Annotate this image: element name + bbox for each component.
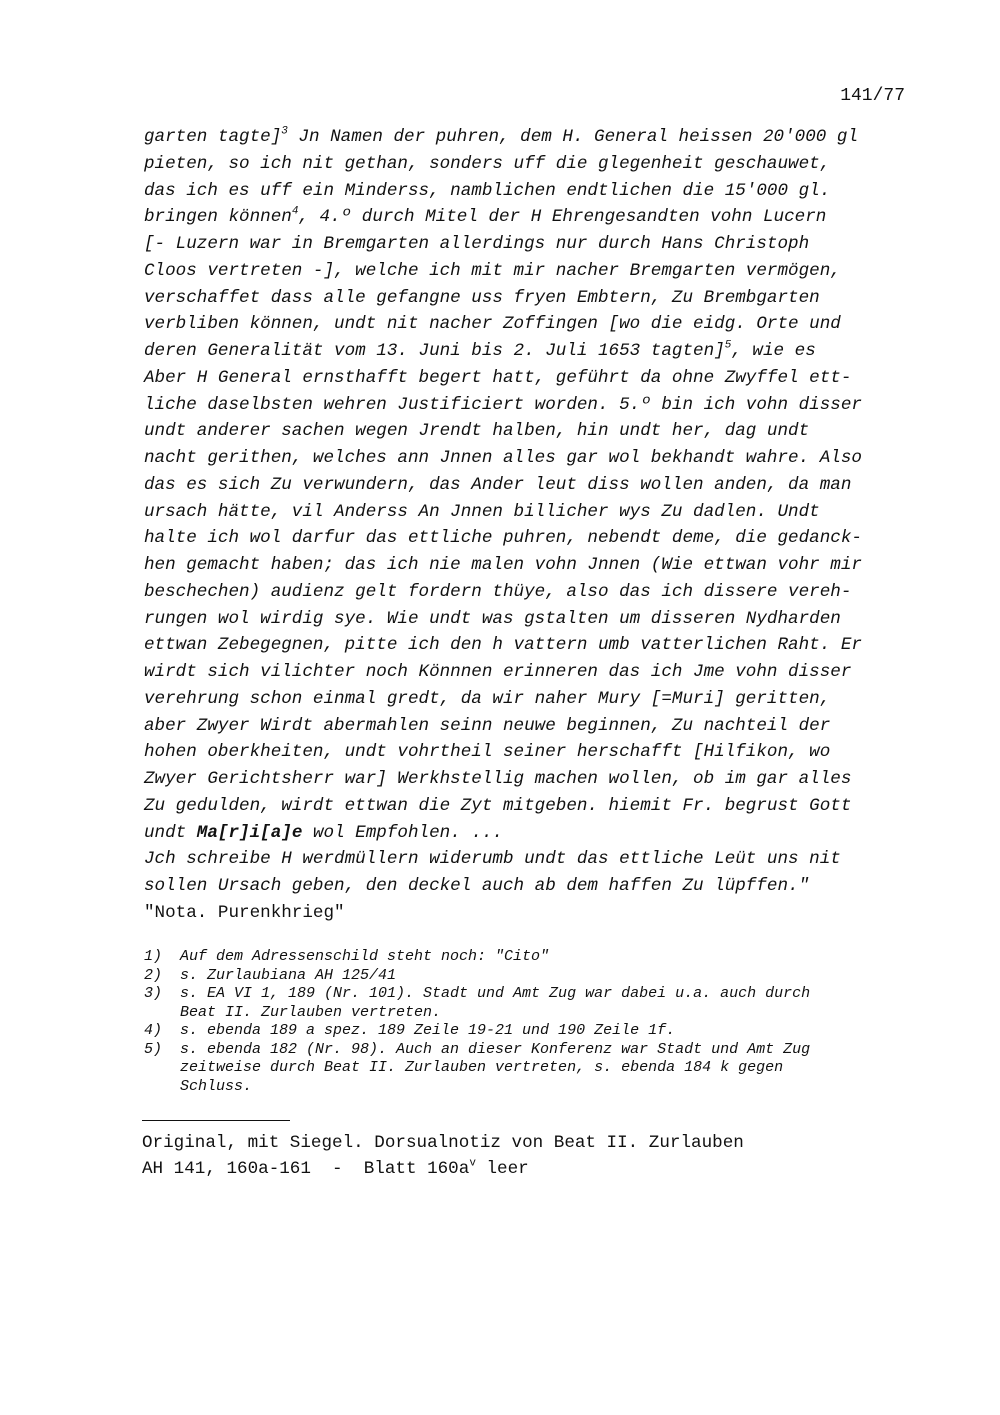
- text-line: bringen können$^4$, 4.º durch Mitel der H Ehrengesandten vohn Lucern: [144, 205, 827, 228]
- text-line: [- Luzern war in Bremgarten allerdings nur durch Hans Christoph: [144, 234, 810, 254]
- letter-transcription: [144, 124, 914, 927]
- text-line: undt anderer sachen wegen Jrendt halben, hin undt her, dag undt: [144, 421, 810, 442]
- text-line: sollen Ursach geben, den deckel auch ab dem haffen Zu lüpffen.": [144, 876, 810, 896]
- text-line: verbliben können, undt nit nacher Zoffingen [wo die eidg. Orte und: [144, 314, 841, 335]
- text-line: Jch schreibe H werdmüllern widerumb undt das ettliche Leüt uns nit: [144, 849, 841, 870]
- source-note: [142, 1130, 744, 1182]
- footnote-ref: 3: [281, 125, 288, 138]
- text-line: pieten, so ich nit gethan, sonders uff die glegenheit geschauwet,: [144, 153, 831, 174]
- source-line-1: Original, mit Siegel. Dorsualnotiz von Beat II. Zurlauben: [142, 1133, 744, 1153]
- text-line: das es sich Zu verwundern, das Ander leut diss wollen anden, da man: [144, 474, 852, 495]
- text-line: wirdt sich vilichter noch Könnnen erinneren das ich Jme vohn disser: [144, 662, 852, 682]
- text-line: undt Ma[r]i[a]e wol Empfohlen. ...: [144, 822, 503, 843]
- text-line: Zwyer Gerichtsherr war] Werkhstellig machen wollen, ob im gar alles: [144, 769, 852, 789]
- dorsal-note-line: "Nota. Purenkhrieg": [144, 902, 345, 923]
- text-line: garten tagte]$^3$ Jn Namen der puhren, dem H. General heissen 20'000 gl: [144, 125, 859, 147]
- text-line: ursach hätte, vil Anderss An Jnnen billicher wys Zu dadlen. Undt: [144, 501, 820, 522]
- text-line: hohen oberkheiten, undt vohrtheil seiner herschafft [Hilfikon, wo: [144, 742, 831, 763]
- text-line: halte ich wol darfur das ettliche puhren, nebendt deme, die gedanck-: [144, 528, 862, 549]
- text-line: hen gemacht haben; das ich nie malen vohn Jnnen (Wie ettwan vohr mir: [144, 555, 862, 575]
- text-line: Zu gedulden, wirdt ettwan die Zyt mitgeben. hiemit Fr. begrust Gott: [144, 795, 852, 816]
- text-line: verehrung schon einmal gredt, da wir naher Mury [=Muri] geritten,: [144, 688, 831, 709]
- footnote-5: 5) s. ebenda 182 (Nr. 98). Auch an dieser Konferenz war Stadt und Amt Zug zeitweise durch Beat II. Zurlauben vertreten, s. ebenda 184 k gegen Schluss.: [144, 1040, 811, 1095]
- footnote-4: 4) s. ebenda 189 a spez. 189 Zeile 19-21 und 190 Zeile 1f.: [144, 1022, 676, 1039]
- footnotes: [144, 948, 914, 1096]
- text-line: das ich es uff ein Minderss, namblichen endtlichen die 15'000 gl.: [144, 180, 831, 201]
- text-line: nacht gerithen, welches ann Jnnen alles gar wol bekhandt wahre. Also: [144, 448, 862, 468]
- page-number: 141/77: [840, 86, 905, 106]
- footnote-3: 3) s. EA VI 1, 189 (Nr. 101). Stadt und Amt Zug war dabei u.a. auch durch Beat II. Zurlauben vertreten.: [144, 985, 811, 1021]
- footnote-1: 1) Auf dem Adressenschild steht noch: "Cito": [144, 948, 550, 965]
- text-line: Cloos vertreten -], welche ich mit mir nacher Bremgarten vermögen,: [144, 260, 841, 281]
- name-mariae: Ma[r]i[a]e: [196, 822, 303, 843]
- source-line-2: AH 141, 160a-161 - Blatt $160a^v$ leer: [142, 1157, 529, 1179]
- text-line: liche daselbsten wehren Justificiert worden. 5.º bin ich vohn disser: [144, 394, 862, 415]
- footnote-ref: 5: [724, 339, 732, 352]
- text-line: rungen wol wirdig sye. Wie undt was gstalten um disseren Nydharden: [144, 608, 841, 629]
- text-line: ettwan Zebegegnen, pitte ich den h vattern umb vatterlichen Raht. Er: [144, 635, 862, 656]
- text-line: aber Zwyer Wirdt abermahlen seinn neuwe beginnen, Zu nachteil der: [144, 715, 831, 736]
- text-line: beschechen) audienz gelt fordern thüye, also das ich dissere vereh-: [144, 581, 852, 602]
- text-line: Aber H General ernsthafft begert hatt, geführt da ohne Zwyffel ett-: [144, 367, 852, 388]
- text-line: verschaffet dass alle gefangne uss fryen Embtern, Zu Brembgarten: [144, 287, 820, 308]
- footnote-ref: 4: [291, 205, 299, 218]
- text-line: deren Generalität vom 13. Juni bis 2. Juli 1653 tagten]$^5$, wie es: [144, 339, 816, 361]
- footnote-2: 2) s. Zurlaubiana AH 125/41: [144, 966, 397, 984]
- separator-rule: [142, 1120, 290, 1121]
